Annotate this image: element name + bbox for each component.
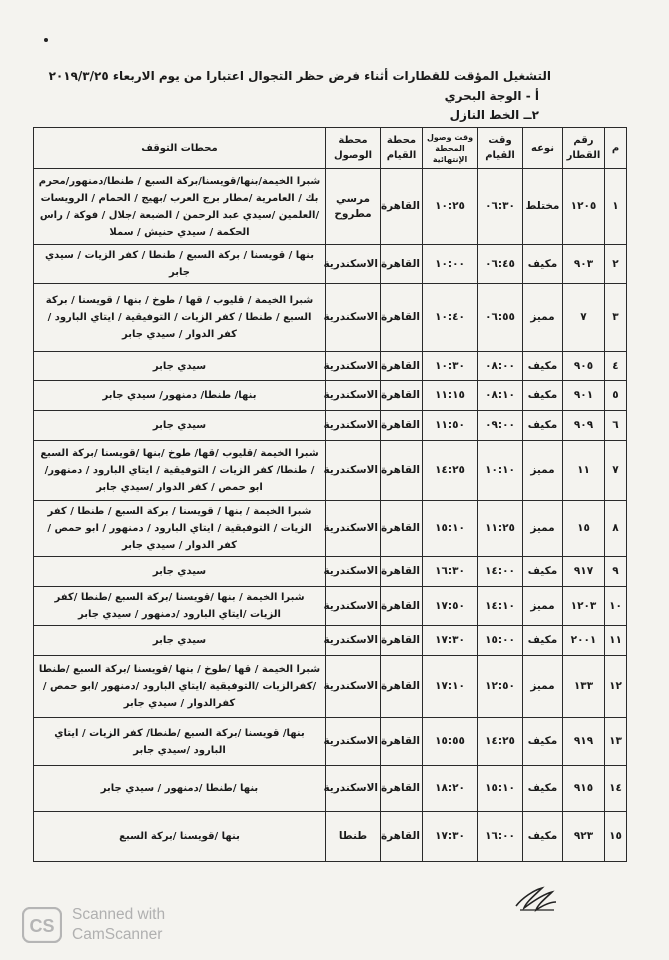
cell-dep-station: القاهرة bbox=[381, 501, 423, 557]
cell-stops: شبرا الخيمة/بنها/قويسنا/بركة السبع / طنطا/دمنهور/محرم بك / العامرية /مطار برج العرب /بهيج / الحمام / الرويسات /العلمين /سيدي عبد الرحمن / الضبعة /جلال / فوكة / راس الحكمة / سيدي حنيش / سملا bbox=[34, 169, 326, 245]
table-row bbox=[34, 718, 627, 766]
cell-dep-time: ٠٦:٥٥ bbox=[478, 284, 523, 352]
cell-arr-station: الاسكندرية bbox=[326, 381, 381, 411]
cell-type: مميز bbox=[523, 656, 563, 718]
table-row bbox=[34, 587, 627, 626]
table-header-row bbox=[34, 128, 627, 169]
cell-dep-time: ٠٦:٣٠ bbox=[478, 169, 523, 245]
cell-stops: شبرا الخيمة / بنها / قويسنا / بركة السبع / طنطا / كفر الزيات / التوفيقية / ايتاي البارود / دمنهور / ابو حمص / كفر الدوار / سيدي جابر bbox=[34, 501, 326, 557]
cell-dep-station: القاهرة bbox=[381, 411, 423, 441]
cell-train: ٩١٩ bbox=[563, 718, 605, 766]
cell-stops: شبرا الخيمة / بنها /قويسنا /بركة السبع /طنطا /كفر الزيات /ايتاي البارود /دمنهور / سيدي جابر bbox=[34, 587, 326, 626]
header-dep-time: وقت القيام bbox=[478, 128, 523, 169]
cell-arr-station: الاسكندرية bbox=[326, 557, 381, 587]
cell-arr-time: ١٠:٢٥ bbox=[423, 169, 478, 245]
cell-dep-station: القاهرة bbox=[381, 441, 423, 501]
table-row bbox=[34, 352, 627, 381]
cell-arr-time: ١٤:٢٥ bbox=[423, 441, 478, 501]
cell-type: مكيف bbox=[523, 352, 563, 381]
cell-arr-station: الاسكندرية bbox=[326, 656, 381, 718]
table-row bbox=[34, 766, 627, 812]
cell-train: ٩٢٣ bbox=[563, 812, 605, 862]
cell-train: ١٣٣ bbox=[563, 656, 605, 718]
cell-type: مكيف bbox=[523, 381, 563, 411]
cell-arr-time: ١٠:٣٠ bbox=[423, 352, 478, 381]
cell-num: ٥ bbox=[605, 381, 627, 411]
cell-type: مكيف bbox=[523, 557, 563, 587]
cell-dep-station: القاهرة bbox=[381, 381, 423, 411]
cell-type: مميز bbox=[523, 441, 563, 501]
speck bbox=[44, 38, 48, 42]
handwritten-signature bbox=[512, 880, 560, 916]
table-row bbox=[34, 812, 627, 862]
cell-num: ١٥ bbox=[605, 812, 627, 862]
cell-num: ١٤ bbox=[605, 766, 627, 812]
cell-stops: بنها/ طنطا/ دمنهور/ سيدي جابر bbox=[34, 381, 326, 411]
cell-arr-station: الاسكندرية bbox=[326, 766, 381, 812]
cell-arr-time: ١٦:٣٠ bbox=[423, 557, 478, 587]
cell-stops: بنها / قويسنا / بركة السبع / طنطا / كفر الزيات / سيدي جابر bbox=[34, 245, 326, 284]
cell-arr-time: ١٥:١٠ bbox=[423, 501, 478, 557]
header-arr-station: محطة الوصول bbox=[326, 128, 381, 169]
cell-stops: شبرا الخيمة / قها /طوخ / بنها /قويسنا /بركة السبع /طنطا /كفرالزيات /التوفيقية /ايتاي البارود /دمنهور /ابو حمص / كفرالدوار / سيدي جابر bbox=[34, 656, 326, 718]
cell-dep-station: القاهرة bbox=[381, 766, 423, 812]
document-title: التشغيل المؤقت للقطارات أثناء فرض حظر التجوال اعتبارا من يوم الاربعاء ٢٠١٩/٣/٢٥ bbox=[48, 69, 551, 83]
cell-type: مميز bbox=[523, 501, 563, 557]
cell-type: مميز bbox=[523, 284, 563, 352]
cell-type: مميز bbox=[523, 587, 563, 626]
cell-dep-time: ٠٩:٠٠ bbox=[478, 411, 523, 441]
cell-num: ٨ bbox=[605, 501, 627, 557]
cell-arr-station: الاسكندرية bbox=[326, 718, 381, 766]
cell-arr-station: مرسي مطروح bbox=[326, 169, 381, 245]
cell-type: مكيف bbox=[523, 812, 563, 862]
cell-dep-station: القاهرة bbox=[381, 587, 423, 626]
table-row bbox=[34, 381, 627, 411]
cell-stops: شبرا الخيمة /قليوب /قها/ طوخ /بنها /قويسنا /بركة السبع / طنطا/ كفر الزيات / التوفيقية / ايتاي البارود / دمنهور/ابو حمص / كفر الدوار /سيدي جابر bbox=[34, 441, 326, 501]
cell-dep-time: ٠٨:٠٠ bbox=[478, 352, 523, 381]
cell-type: مكيف bbox=[523, 411, 563, 441]
watermark-line1: Scanned with bbox=[72, 906, 166, 923]
cell-arr-time: ١١:٥٠ bbox=[423, 411, 478, 441]
watermark-line2: CamScanner bbox=[72, 926, 163, 943]
cell-train: ٩٠١ bbox=[563, 381, 605, 411]
cell-num: ٣ bbox=[605, 284, 627, 352]
cell-dep-time: ١٥:١٠ bbox=[478, 766, 523, 812]
cell-arr-station: الاسكندرية bbox=[326, 352, 381, 381]
cell-train: ٩١٥ bbox=[563, 766, 605, 812]
cell-arr-time: ١٠:٤٠ bbox=[423, 284, 478, 352]
cell-type: مكيف bbox=[523, 626, 563, 656]
cell-num: ٢ bbox=[605, 245, 627, 284]
cell-arr-time: ١٨:٢٠ bbox=[423, 766, 478, 812]
table-row bbox=[34, 626, 627, 656]
header-dep-station: محطة القيام bbox=[381, 128, 423, 169]
cell-dep-station: القاهرة bbox=[381, 352, 423, 381]
cell-train: ١١ bbox=[563, 441, 605, 501]
cell-arr-station: الاسكندرية bbox=[326, 626, 381, 656]
cell-type: مكيف bbox=[523, 766, 563, 812]
cell-dep-time: ١٤:٢٥ bbox=[478, 718, 523, 766]
cell-num: ٤ bbox=[605, 352, 627, 381]
cell-dep-time: ٠٦:٤٥ bbox=[478, 245, 523, 284]
cell-train: ٧ bbox=[563, 284, 605, 352]
cell-dep-time: ١٤:٠٠ bbox=[478, 557, 523, 587]
cell-stops: بنها /قويسنا /بركة السبع bbox=[34, 812, 326, 862]
cell-num: ٧ bbox=[605, 441, 627, 501]
header-type: نوعه bbox=[523, 128, 563, 169]
cell-type: مكيف bbox=[523, 245, 563, 284]
section-heading: أ - الوجة البحري bbox=[444, 89, 539, 103]
cell-dep-station: القاهرة bbox=[381, 557, 423, 587]
svg-text:CS: CS bbox=[29, 916, 55, 936]
table-row bbox=[34, 169, 627, 245]
header-arr-time: وقت وصول المحطة الإنتهائية bbox=[423, 128, 478, 169]
cell-stops: سيدي جابر bbox=[34, 557, 326, 587]
cell-stops: سيدي جابر bbox=[34, 626, 326, 656]
cell-train: ١٥ bbox=[563, 501, 605, 557]
cell-stops: بنها /طنطا /دمنهور / سيدي جابر bbox=[34, 766, 326, 812]
cell-num: ٩ bbox=[605, 557, 627, 587]
cell-dep-station: القاهرة bbox=[381, 245, 423, 284]
watermark-text bbox=[72, 905, 165, 945]
cell-dep-time: ٠٨:١٠ bbox=[478, 381, 523, 411]
cell-dep-time: ١٦:٠٠ bbox=[478, 812, 523, 862]
cell-num: ١١ bbox=[605, 626, 627, 656]
cell-arr-station: الاسكندرية bbox=[326, 245, 381, 284]
train-schedule-table bbox=[33, 127, 627, 862]
subsection-heading: ٢ــ الخط النازل bbox=[449, 108, 539, 122]
cell-stops: سيدي جابر bbox=[34, 411, 326, 441]
cell-arr-time: ١٠:٠٠ bbox=[423, 245, 478, 284]
cell-num: ١٠ bbox=[605, 587, 627, 626]
cell-dep-station: القاهرة bbox=[381, 626, 423, 656]
cell-arr-station: طنطا bbox=[326, 812, 381, 862]
cell-dep-time: ١٢:٥٠ bbox=[478, 656, 523, 718]
table-row bbox=[34, 656, 627, 718]
table-row bbox=[34, 441, 627, 501]
cell-num: ٦ bbox=[605, 411, 627, 441]
cell-dep-time: ١٥:٠٠ bbox=[478, 626, 523, 656]
cell-dep-time: ١٠:١٠ bbox=[478, 441, 523, 501]
cell-dep-station: القاهرة bbox=[381, 812, 423, 862]
table-row bbox=[34, 411, 627, 441]
cell-stops: سيدي جابر bbox=[34, 352, 326, 381]
cell-arr-station: الاسكندرية bbox=[326, 587, 381, 626]
table-row bbox=[34, 284, 627, 352]
cell-arr-time: ١٧:٣٠ bbox=[423, 812, 478, 862]
cell-type: مكيف bbox=[523, 718, 563, 766]
header-num: م bbox=[605, 128, 627, 169]
cell-arr-time: ١٧:٥٠ bbox=[423, 587, 478, 626]
table-row bbox=[34, 557, 627, 587]
cell-num: ١ bbox=[605, 169, 627, 245]
cell-dep-station: القاهرة bbox=[381, 656, 423, 718]
cs-logo-icon bbox=[22, 907, 62, 943]
cell-stops: شبرا الخيمة / قليوب / قها / طوخ / بنها / قويسنا / بركة السبع / طنطا / كفر الزيات / التوفيقية / ايتاي البارود / كفر الدوار / سيدي جابر bbox=[34, 284, 326, 352]
cell-stops: بنها/ قويسنا /بركة السبع /طنطا/ كفر الزيات / ايتاي البارود /سيدي جابر bbox=[34, 718, 326, 766]
cell-train: ٩٠٩ bbox=[563, 411, 605, 441]
cell-dep-time: ١١:٢٥ bbox=[478, 501, 523, 557]
cell-train: ٩١٧ bbox=[563, 557, 605, 587]
cell-arr-time: ١١:١٥ bbox=[423, 381, 478, 411]
cell-dep-station: القاهرة bbox=[381, 284, 423, 352]
cell-train: ٩٠٥ bbox=[563, 352, 605, 381]
table-row bbox=[34, 245, 627, 284]
cell-arr-time: ١٥:٥٥ bbox=[423, 718, 478, 766]
cell-dep-station: القاهرة bbox=[381, 169, 423, 245]
cell-arr-station: الاسكندرية bbox=[326, 441, 381, 501]
cell-train: ٩٠٣ bbox=[563, 245, 605, 284]
cell-dep-time: ١٤:١٠ bbox=[478, 587, 523, 626]
cell-type: مختلط bbox=[523, 169, 563, 245]
cell-num: ١٢ bbox=[605, 656, 627, 718]
cell-dep-station: القاهرة bbox=[381, 718, 423, 766]
cell-train: ٢٠٠١ bbox=[563, 626, 605, 656]
cell-arr-time: ١٧:٣٠ bbox=[423, 626, 478, 656]
header-train: رقم القطار bbox=[563, 128, 605, 169]
table-row bbox=[34, 501, 627, 557]
cell-train: ١٢٠٣ bbox=[563, 587, 605, 626]
cell-arr-station: الاسكندرية bbox=[326, 411, 381, 441]
header-stops: محطات التوقف bbox=[34, 128, 326, 169]
cell-arr-station: الاسكندرية bbox=[326, 501, 381, 557]
cell-arr-time: ١٧:١٠ bbox=[423, 656, 478, 718]
cell-train: ١٢٠٥ bbox=[563, 169, 605, 245]
cell-num: ١٣ bbox=[605, 718, 627, 766]
cell-arr-station: الاسكندرية bbox=[326, 284, 381, 352]
